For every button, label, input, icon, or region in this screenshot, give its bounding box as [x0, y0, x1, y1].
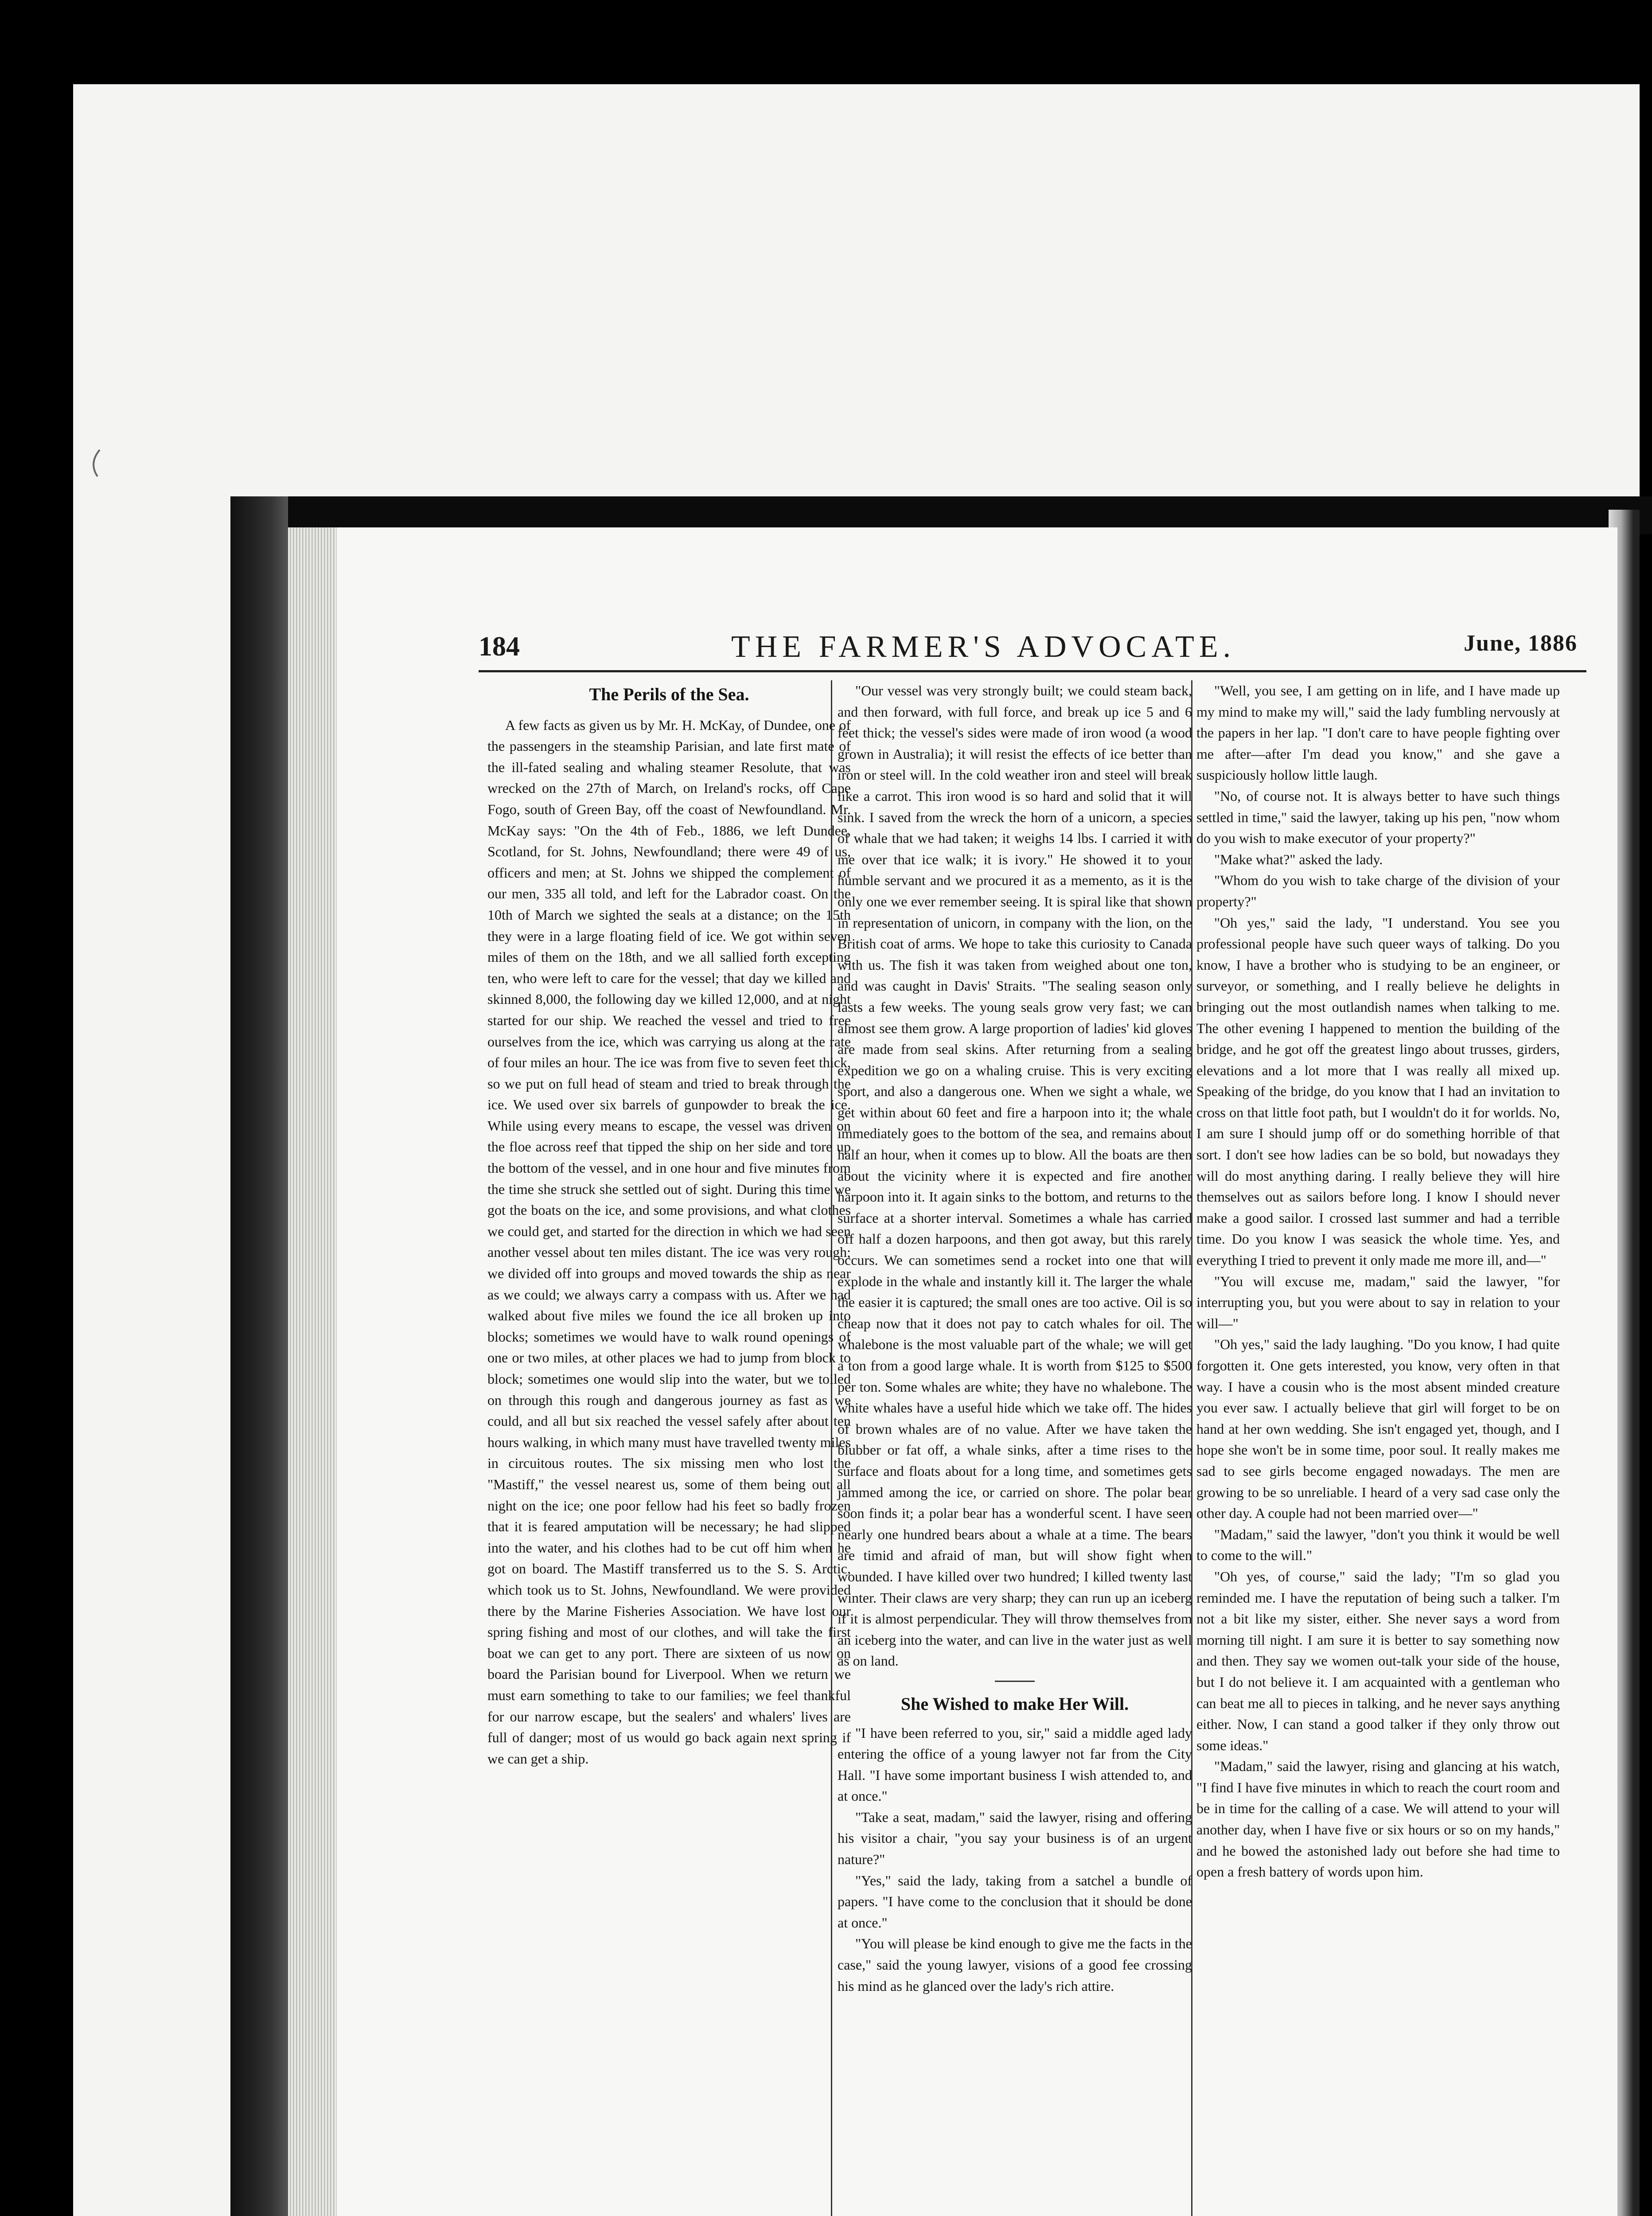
scan-border-left: [0, 0, 73, 2216]
article-paragraph: A few facts as given us by Mr. H. McKay, of Dundee, one of the passengers in the steamship Parisian, and late first mate of the ill-fated sealing and whaling steamer Resolute, that was wrecked on the 27th of March, on Ireland's rocks, off Cape Fogo, south of Green Bay, off the coast of Newfoundland. Mr. McKay says: "On the 4th of Feb., 1886, we left Dundee, Scotland, for St. Johns, Newfoundland; there were 49 of us, officers and men; at St. Johns we shipped the complement of our men, 335 all told, and left for the Labrador coast. On the 10th of March we sighted the seals at a distance; on the 15th they were in a large floating field of ice. We got within seven miles of them on the 18th, and we all sallied forth excepting ten, who were left to care for the vessel; that day we killed and skinned 8,000, the following day we killed 12,000, and at night started for our ship. We reached the vessel and tried to free ourselves from the ice, which was carrying us along at the rate of four miles an hour. The ice was from five to seven feet thick, so we put on full head of steam and tried to break through the ice. We used over six barrels of gunpowder to break the ice. While using every means to escape, the vessel was driven on the floe across reef that tipped the ship on her side and tore up the bottom of the vessel, and in one hour and five minutes from the time she struck she settled out of sight. During this time we got the boats on the ice, and some provisions, and what clothes we could get, and started for the direction in which we had seen another vessel about ten miles distant. The ice was very rough; we divided off into groups and moved towards the ship as near as we could; we always carry a compass with us. After we had walked about five miles we found the ice all broken up into blocks; sometimes we would have to walk round openings of one or two miles, at other places we had to jump from block to block; sometimes one would slip into the water, but we toiled on through this rough and dangerous journey as fast as we could, and all but six reached the vessel safely after about ten hours walking, in which many must have travelled twenty miles in circuitous routes. The six missing men who lost the "Mastiff," the vessel nearest us, some of them being out all night on the ice; one poor fellow had his feet so badly frozen that it is feared amputation will be necessary; he had slipped into the water, and his clothes had to be cut off him when he got on board. The Mastiff transferred us to the S. S. Arctic, which took us to St. Johns, Newfoundland. We were provided there by the Marine Fisheries Association. We have lost our spring fishing and most of our clothes, and will take the first boat we can get to any port. There are sixteen of us now on board the Parisian bound for Liverpool. When we return we must earn something to take to our families; we feel thankful for our narrow escape, but the sealers' and whalers' lives are full of danger; most of us would go back again next spring if we can get a ship.: [487, 717, 851, 1767]
article-paragraph: "Make what?" asked the lady.: [1214, 851, 1383, 867]
column-1: [487, 680, 851, 1769]
scan-border-top: [0, 0, 1652, 84]
article-paragraph: "Oh yes," said the lady laughing. "Do you know, I had quite forgotten it. One gets interested, you know, very often in that way. I have a cousin who is the most absent minded creature you ever saw. I actually believe that girl will forget to be on hand at her own wedding. She isn't engaged yet, though, and I hope she won't be in some time, poor soul. It really makes me sad to see girls become engaged nowadays. The men are growing to be so unreliable. I heard of a very sad case only the other day. A couple had not been married over—": [1196, 1336, 1560, 1522]
article-paragraph: "Madam," said the lawyer, rising and glancing at his watch, "I find I have five minutes in which to reach the court room and be in time for the calling of a case. We will attend to your will another day, when I have five or six hours or so on my hands," and he bowed the astonished lady out before she had time to open a fresh battery of words upon him.: [1196, 1758, 1560, 1880]
page-edges: [288, 527, 337, 2216]
article-paragraph: "Well, you see, I am getting on in life, and I have made up my mind to make my will," said the lady fumbling nervously at the papers in her lap. "I don't care to have people fighting over me after—after I'm dead you know," and she gave a suspiciously hollow little laugh.: [1196, 683, 1560, 783]
article-paragraph: "You will please be kind enough to give me the facts in the case," said the young lawyer, visions of a good fee crossing his mind as he glanced over the lady's rich attire.: [838, 1935, 1192, 1994]
page-header: [479, 629, 1604, 669]
article-paragraph: "Madam," said the lawyer, "don't you think it would be well to come to the will.": [1196, 1526, 1560, 1564]
article-paragraph: "Oh yes," said the lady, "I understand. You see you professional people have such queer ways of talking. Do you know, I have a brother who is studying to be an engineer, or surveyor, or something, and I really believe he delights in bringing out the most outlandish names when talking to me. The other evening I happened to mention the building of the bridge, and he got off the greatest lingo about trusses, girders, elevations and a lot more that I was really all mixed up. Speaking of the bridge, do you know that I had an invitation to cross on that little foot path, but I wouldn't do it for worlds. No, I am sure I should jump off or do something horrible of that sort. I don't see how ladies can be so bold, but nowadays they will do most anything daring. I really believe they will hire themselves out as sailors before long. I know I should never make a good sailor. I crossed last summer and had a terrible time. Do you know I was seasick the whole time. Yes, and everything I tried to prevent it only made me more ill, and—": [1196, 914, 1560, 1268]
header-rule: [479, 670, 1586, 672]
book-binding: [230, 496, 288, 2216]
film-scratch: [86, 448, 104, 479]
page-number: 184: [479, 632, 520, 662]
article-paragraph: "Oh yes, of course," said the lady; "I'm so glad you reminded me. I have the reputation of being such a talker. I'm not a bit like my sister, either. She never says a word from morning till night. I am sure it is better to say something now and then. They say we women out-talk your side of the house, but I do not believe it. I am acquainted with a gentleman who can beat me all to pieces in talking, and he never says anything either. Now, I can stand a good talker if they only throw out some ideas.": [1196, 1568, 1560, 1753]
article-paragraph: "Whom do you wish to take charge of the division of your property?": [1196, 872, 1560, 909]
article-title: She Wished to make Her Will.: [900, 1693, 1129, 1714]
article-paragraph: "No, of course not. It is always better to have such things settled in time," said the lawyer, taking up his pen, "now whom do you wish to make executor of your property?": [1196, 788, 1560, 847]
article-paragraph: "Our vessel was very strongly built; we could steam back, and then forward, with full force, and break up ice 5 and 6 feet thick; the vessel's sides were made of iron wood (a wood grown in Australia); it will resist the effects of ice better than iron or steel will. In the cold weather iron and steel will break like a carrot. This iron wood is so hard and solid that it will sink. I saved from the wreck the horn of a unicorn, a species of whale that we had taken; it weighs 14 lbs. I carried it with me over that ice walk; it is ivory." He showed it to your humble servant and we procured it as a memento, as it is the only one we ever remember seeing. It is spiral like that shown in representation of unicorn, in company with the lion, on the British coat of arms. We hope to take this curiosity to Canada with us. The fish it was taken from weighed about one ton, and was caught in Davis' Straits. "The sealing season only lasts a few weeks. The young seals grow very fast; we can almost see them grow. A large proportion of ladies' kid gloves are made from seal skins. After returning from a sealing expedition we go on a whaling cruise. This is very exciting sport, and also a dangerous one. When we sight a whale, we get within about 60 feet and fire a harpoon into it; the whale immediately goes to the bottom of the sea, and remains about half an hour, when it comes up to blow. All the boats are then about the vicinity where it is expected and fire another harpoon into it. It again sinks to the bottom, and returns to the surface at a shorter interval. Sometimes a whale has carried off half a dozen harpoons, and then got away, but this rarely occurs. We can sometimes send a rocket into one that will explode in the whale and instantly kill it. The larger the whale the easier it is captured; the small ones are too active. Oil is so cheap now that it does not pay to catch whales for oil. The whalebone is the most valuable part of the whale; we will get a ton from a good large whale. It is worth from $125 to $500 per ton. Some whales are white; they have no whalebone. The white whales have a useful hide which we take off. The hides of brown whales are of no value. After we have taken the blubber or fat off, a whale sinks, after a time rises to the surface and floats about for a long time, and sometimes gets jammed among the ice, or carried on shore. The polar bear soon finds it; a polar bear has a wonderful scent. I have seen nearly one hundred bears about a whale at a time. The bears are timid and afraid of man, but will show fight when wounded. I have killed over two hundred; I killed twenty last winter. Their claws are very sharp; they can run up an iceberg if it is almost perpendicular. They will throw themselves from an iceberg into the water, and can live in the water just as well as on land.: [838, 683, 1192, 1669]
section-rule: [995, 1681, 1035, 1682]
issue-date: June, 1886: [1464, 631, 1578, 656]
article-paragraph: "You will excuse me, madam," said the lawyer, "for interrupting you, but you were about to say in relation to your will—": [1196, 1273, 1560, 1331]
article-title: The Perils of the Sea.: [589, 684, 749, 704]
column-3: [1196, 680, 1560, 1883]
article-paragraph: "Yes," said the lady, taking from a satchel a bundle of papers. "I have come to the conclusion that it should be done at once.": [838, 1872, 1192, 1931]
column-2: [838, 680, 1192, 1997]
article-paragraph: "Take a seat, madam," said the lawyer, rising and offering his visitor a chair, "you say your business is of an urgent nature?": [838, 1809, 1192, 1868]
scan-border-right: [1640, 0, 1652, 2216]
article-paragraph: "I have been referred to you, sir," said a middle aged lady entering the office of a young lawyer not far from the City Hall. "I have some important business I wish attended to, and at once.": [838, 1724, 1192, 1804]
masthead: THE FARMER'S ADVOCATE.: [731, 630, 1236, 664]
